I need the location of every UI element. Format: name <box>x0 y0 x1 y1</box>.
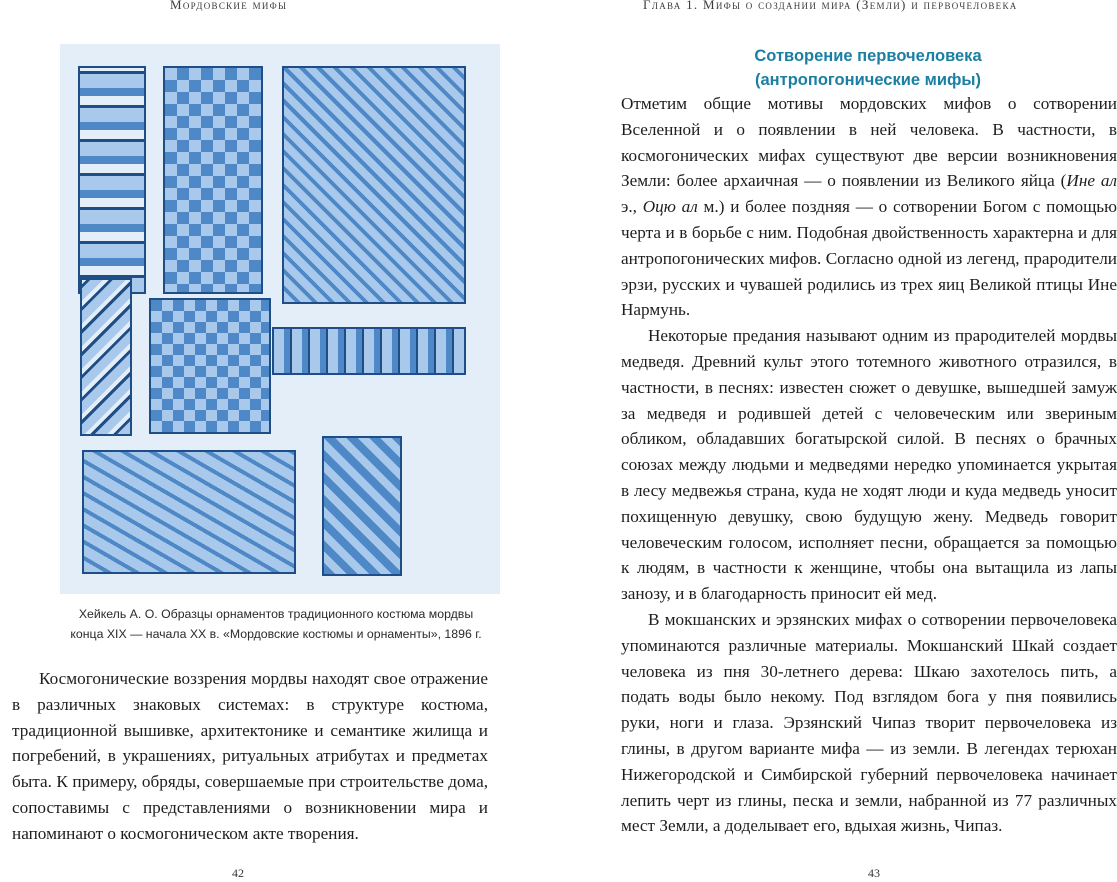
right-body-text <box>621 91 1117 839</box>
caption-line-2: конца XIX — начала XX в. «Мордовские костюмы и орнаменты», 1896 г. <box>70 627 482 641</box>
figure-caption <box>16 604 536 644</box>
italic-term: Оцю ал <box>642 197 698 217</box>
left-page <box>0 0 558 882</box>
paragraph: Некоторые предания называют одним из прародителей мордвы медведя. Древний культ этого тотемного животного отразился, в частности, в песнях: известен сюжет о девушке, вышедшей замуж за медведя и родившей детей с человеческим или звериным обликом, обладавших богатырской силой. В песнях о брачных союзах между людьми и медведями нередко упоминается укрытая в лесу медвежья страна, куда не ходят люди и куда медведь уносит похищенную девушку, свою будущую жену. Медведь говорит человеческим голосом, исполняет песни, обращается за помощью к людям, в частности к женщине, чтобы она вытащила из лапы занозу, и в благодарность приносит ей мед. <box>621 326 1117 604</box>
running-head-right: Глава 1. Мифы о создании мира (Земли) и первочеловека <box>643 0 1018 12</box>
text-run: Отметим общие мотивы мордовских мифов о сотворении Вселенной и о появлении в ней человека. В частности, в космогонических мифах существуют две версии возникновения Земли: более архаичная — о появлении из Великого яйца ( <box>621 94 1117 191</box>
caption-line-1: Хейкель А. О. Образцы орнаментов традиционного костюма мордвы <box>78 607 474 621</box>
paragraph: В мокшанских и эрзянских мифах о сотворении первочеловека упоминаются различные материалы. Мокшанский Шкай создает человека из пня 30-летнего дерева: Шкаю захотелось пить, а подать воды было некому. Под взглядом бога у пня появились руки, ноги и глаза. Эрзянский Чипаз творит первочеловека из глины, в другом варианте мифа — из земли. В легендах терюхан Нижегородской и Симбирской губерний первочеловека начинает лепить черт из глины, песка и земли, набранной из 77 различных мест Земли, а доделывает его, вдыхая жизнь, Чипаз. <box>621 609 1117 836</box>
paragraph: Космогонические воззрения мордвы находят свое отражение в различных знаковых системах: в структуре костюма, традиционной вышивке, архитектонике и семантике жилища и погребений, в украшениях, ритуальных атрибутах и предметах быта. К примеру, обряды, совершаемые при строительстве дома, сопоставимы с представлениями о возникновении мира и напоминают о космогоническом акте творения. <box>12 669 488 843</box>
ornament-panel-7 <box>82 450 296 574</box>
paragraph <box>621 91 1117 323</box>
section-heading <box>638 44 1098 92</box>
ornament-panel-3 <box>282 66 466 304</box>
text-run: э., <box>621 197 643 217</box>
text-run: м.) и более поздняя — о сотворении Богом с помощью черта и в борьбе с ним. Подобная двойственность характерна и для антропогонических мифов. Согласно одной из легенд, прародители эрзи, русских и чувашей родились из трех яиц Великой птицы Ине Нармунь. <box>621 197 1117 320</box>
ornament-panel-5 <box>149 298 271 434</box>
left-body-text <box>12 666 488 847</box>
ornament-panel-8 <box>322 436 402 576</box>
page-number-left: 42 <box>232 866 244 880</box>
heading-line-2: (антропогонические мифы) <box>754 71 981 89</box>
ornament-panel-2 <box>163 66 263 294</box>
ornament-strip-6 <box>272 327 466 375</box>
ornament-strip-1 <box>78 66 146 294</box>
right-page <box>558 0 1117 882</box>
page-number-right: 43 <box>868 866 880 880</box>
ornament-strip-4 <box>80 278 132 436</box>
heading-line-1: Сотворение первочеловека <box>754 47 982 65</box>
ornament-figure <box>60 44 500 594</box>
italic-term: Ине ал <box>1066 171 1117 191</box>
running-head-left: Мордовские мифы <box>170 0 288 12</box>
